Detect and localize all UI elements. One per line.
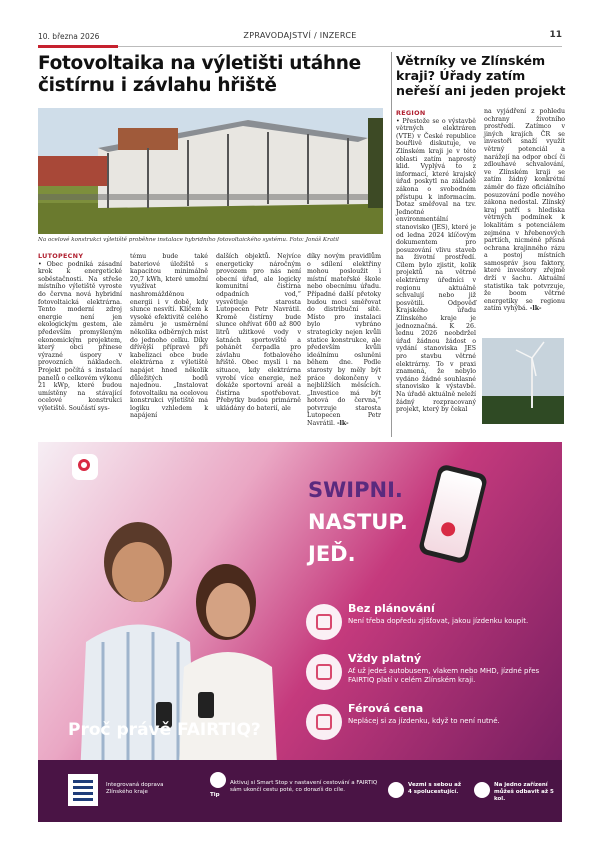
price-icon [306,704,342,740]
article1-column-3 [216,253,301,412]
why-fairtiq-heading: Proč právě FAIRTIQ? [68,720,261,740]
article1-column-2 [130,253,208,420]
phone-illustration [418,463,489,564]
issue-date: 10. března 2026 [38,32,100,41]
feature-text: Není třeba dopředu zjišťovat, jakou jízdenku koupit. [348,617,529,625]
feature-title: Vždy platný [348,652,422,665]
article-photo [38,108,383,234]
dateline: LUTOPECNY [38,252,84,260]
article2-signature: -lk- [529,305,542,313]
slogan-ride: JEĎ. [308,542,356,566]
article1-column-1 [38,253,122,412]
feature-text: Neplácej si za jízdenku, když to není nutné. [348,717,500,725]
article2-text-2 [484,108,565,313]
companions-text: Vezmi s sebou až 4 spolucestující. [408,782,462,795]
article1-column-4 [307,253,381,428]
article1-text-4-body: díky novým pravidlům o sdílení elektřiny mohou posloužit i místní mateřské škole nebo obecnímu úřadu. Případné další přetoky budou moci směřovat do distribuční sítě. Místo pro instalaci bylo vybráno strategicky nejen kvůli statice konstrukce, ale především kvůli ideálnímu osluněni během dne. Podle starosty by měly být práce dokončeny v nejbližších měsících. „Investice má být hotová do června,” potvrzuje starosta Lutopecen Petr Navrátil. [307,253,381,428]
idzk-logo [68,774,98,806]
article1-text-1: • Obec podniká zásadní krok k energetické soběstačnosti. Na střeše místního výletiště vyroste do června nová hybridní fotovoltaická elektrárna. Tento moderní zdroj energie není jen ekologickým gestem, ale především promyšleným ekonomickým projektem, který obci přinese výrazné úspory v provozních nákladech. Projekt počítá s instalací panelů o celkovém výkonu 21 kWp, které budou umístěny na stávající ocelové konstrukci výletiště. Součástí sys- [38,260,122,412]
article-headline: Fotovoltaika na výletišti utáhne čistírnu i závlahu hřiště [38,53,361,96]
people-icon [388,782,404,798]
article2-headline: Větrníky ve Zlínském kraji? Úřady zatím neřeší ani jeden projekt [396,53,566,98]
section-label: ZPRAVODAJSTVÍ / INZERCE [243,31,357,40]
article2-column-1 [396,110,476,414]
author-signature: -lk- [336,420,349,428]
slogan-swipe: SWIPNI. [308,478,403,502]
fairtiq-advertisement[interactable] [38,442,562,822]
ad-footer-band [38,760,562,822]
fairtiq-logo [72,454,98,480]
article2-text-1: • Přestože se o výstavbě větrných elektráren (VTE) v České republice bouřlivě diskutuje, ve Zlínském kraji je v této oblasti zatím naprostý klid. Vyplývá to z informací, které krajský úřad poskytl na základě zákona o svobodném přístupu k informacím. Dotaz směřoval na tzv. Jednotné environmentální stanovisko (JES), které je od ledna 2024 klíčovým dokumentem pro posuzování vlivu staveb na životní prostředí. Cílem bylo zjistit, kolik projektů na větrné elektrárny úředníci v regionu aktuálně schvalují nebo již posvětili. Odpověď Krajského úřadu Zlínského kraje je jednoznačná. K 26. lednu 2026 neobdržel úřad žádnou žádost o vydání stanoviska JES pro stavbu větrné elektrárny. To v praxi znamená, že nebylo vydáno žádné souhlasné stanovisko k výstavbě. Na úřadě aktuálně neleží žádný rozpracovaný projekt, který by čekal [396,117,477,414]
bulb-icon [210,772,226,788]
article1-text-2: tému bude také bateriové úložiště s kapacitou minimálně 20,7 kWh, které umožní využívat nashromážděnou energii i v době, kdy slunce nesvítí. Klíčem k vysoké efektivitě celého záměru je usměrnění několika odběrných míst do jednoho celku. Díky dřívější přípravě při kabelizaci obce bude elektrárna z výletiště napájet hned několik důležitých bodů najednou. „Instalovat fotovoltaiku na ocelovou konstrukci výletiště má logiku vzhledem k napájení [130,253,208,420]
calendar-icon [306,604,342,640]
bike-icon [474,782,490,798]
article2-text-2-body: na vyjádření z pohledu ochrany životního prostředí. Zatímco v jiných krajích ČR se investoři snaží využít větrný potenciál a narážejí na odpor obcí či zdlouhavé schvalování, ve Zlínském kraji se zatím žádný konkrétní záměr do fáze oficiálního posuzování podle nového zákona nedostal. Zlínský kraj patří s hlediska větrných podmínek k lokalitám s potenciálem zejména v hřebenových partiích, nicméně přísná ochrana krajinného rázu a postoj místních samospráv jsou faktory, které investory zřejmě drží v šachu. Aktuální statistika tak potvrzuje, že boom větrné energetiky se regionu zatím vyhýbá. [484,108,565,313]
article1-text-4 [307,253,381,428]
bikes-text: Na jedno zařízení můžeš odbavit až 5 kol. [494,782,554,802]
column-divider [391,52,392,437]
feature-title: Bez plánování [348,602,435,615]
tip-text: Aktivuj si Smart Stop v nastavení cestování a FAIRTIQ sám ukončí cestu poté, co dorazíš do cíle. [230,780,378,793]
bus-icon [306,654,342,690]
article1-text-3: dalších objektů. Nejvíce energeticky náročným provozem pro nás není obecní úřad, ale logicky komunitní čistírna odpadních vod,” vysvětluje starosta Lutopecen Petr Navrátil. Kromě čistírny bude slunce ohřívat 600 až 800 litrů užitkové vody v šatnách sportoviště a pohánět čerpadla pro závlahu fotbalového hřiště. Obec myslí i na situace, kdy elektrárna vyrobí více energie, než dokáže sportovní areál a čistírna spotřebovat. Přebytky budou primárně ukládány do baterií, ale [216,253,301,412]
article2-column-2 [484,108,565,313]
tip-title: Tip [210,792,220,798]
page-header [38,30,562,44]
idzk-label: Integrovaná doprava Zlínského kraje [106,782,164,795]
slogan-board: NASTUP. [308,510,408,534]
header-accent-rule [38,45,118,48]
article2-dateline: REGION [396,109,426,117]
page-number: 11 [549,30,562,40]
feature-text: Ať už jedeš autobusem, vlakem nebo MHD, jízdné přes FAIRTIQ platí v celém Zlínském kraji. [348,667,540,684]
feature-title: Férová cena [348,702,424,715]
wind-turbine-photo [482,338,564,424]
photo-caption: Na ocelové konstrukci výletiště proběhne instalace hybridního fotovoltaického systému. Foto: Jonáš Kratil [38,237,339,243]
